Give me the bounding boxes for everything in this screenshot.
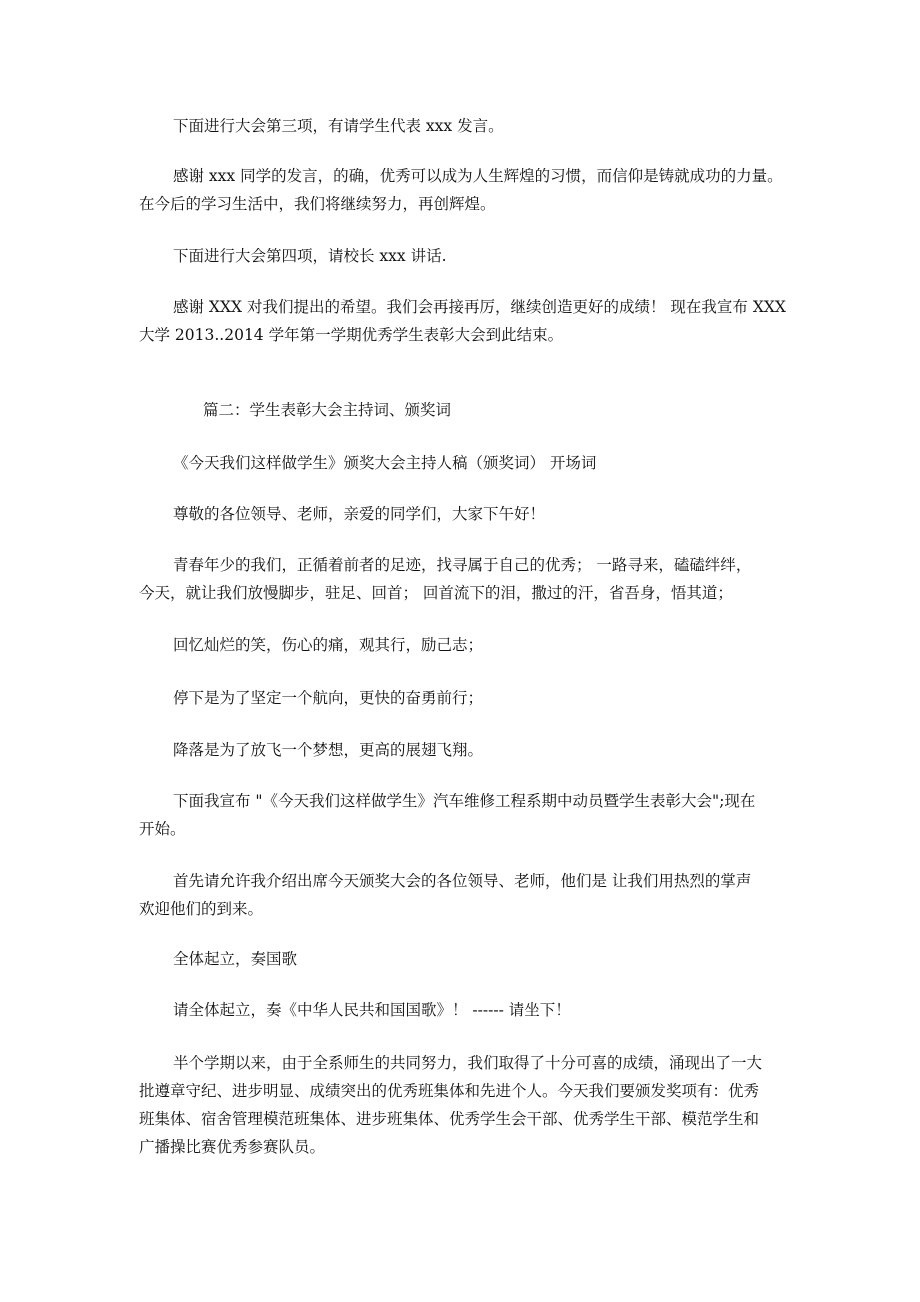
paragraph-line: 青春年少的我们，正循着前者的足迹，找寻属于自己的优秀； 一路寻来，磕磕绊绊， xyxy=(173,556,752,574)
paragraph-anthem xyxy=(139,996,819,1024)
paragraph-closing xyxy=(139,293,819,349)
paragraph-title xyxy=(139,449,819,477)
paragraph-line: 批遵章守纪、进步明显、成绩突出的优秀班集体和先进个人。今天我们要颁发奖项有：优秀 xyxy=(139,1082,760,1100)
paragraph-line: 今天，就让我们放慢脚步，驻足、回首； 回首流下的泪，撒过的汗，省吾身，悟其道； xyxy=(139,584,733,602)
paragraph-line: 停下是为了坚定一个航向，更快的奋勇前行； xyxy=(173,689,484,707)
paragraph-line: 全体起立，奏国歌 xyxy=(173,950,298,968)
paragraph-line: 首先请允许我介绍出席今天颁奖大会的各位领导、老师，他们是 让我们用热烈的掌声 xyxy=(173,872,752,890)
paragraph-line: 尊敬的各位领导、老师，亲爱的同学们，大家下午好！ xyxy=(173,505,546,523)
paragraph-line: 请全体起立，奏《中华人民共和国国歌》！ ------ 请坐下！ xyxy=(173,1001,571,1019)
paragraph-line: 下面进行大会第四项，请校长 xxx 讲话. xyxy=(173,247,447,265)
paragraph-greeting xyxy=(139,500,819,528)
paragraph-awards xyxy=(139,1049,819,1161)
paragraph-announce xyxy=(139,787,819,843)
heading-line: 篇二：学生表彰大会主持词、颁奖词 xyxy=(203,401,452,419)
paragraph-line: 大学 2013..2014 学年第一学期优秀学生表彰大会到此结束。 xyxy=(139,326,564,344)
paragraph-line: 半个学期以来，由于全系师生的共同努力，我们取得了十分可喜的成绩，涌现出了一大 xyxy=(173,1054,763,1072)
paragraph-item-4-principal xyxy=(139,242,819,270)
paragraph-line: 开始。 xyxy=(139,820,186,838)
paragraph-line: 广播操比赛优秀参赛队员。 xyxy=(139,1138,326,1156)
paragraph-stand xyxy=(139,945,819,973)
section-heading xyxy=(139,396,819,424)
paragraph-line: 班集体、宿舍管理模范班集体、进步班集体、优秀学生会干部、优秀学生干部、模范学生和 xyxy=(139,1110,760,1128)
paragraph-line: 《今天我们这样做学生》颁奖大会主持人稿（颁奖词） 开场词 xyxy=(173,454,597,472)
paragraph-line: 回忆灿烂的笑，伤心的痛，观其行，励己志； xyxy=(173,636,484,654)
paragraph-line: 下面我宣布 "《今天我们这样做学生》汽车维修工程系期中动员暨学生表彰大会";现在 xyxy=(173,792,756,810)
paragraph-stop xyxy=(139,684,819,712)
paragraph-item-3-speech xyxy=(139,112,819,140)
paragraph-line: 在今后的学习生活中，我们将继续努力，再创辉煌。 xyxy=(139,195,496,213)
paragraph-thanks-student xyxy=(139,162,819,218)
paragraph-youth xyxy=(139,551,819,607)
paragraph-line: 欢迎他们的到来。 xyxy=(139,900,264,918)
paragraph-recall xyxy=(139,631,819,659)
paragraph-line: 降落是为了放飞一个梦想，更高的展翅飞翔。 xyxy=(173,741,484,759)
paragraph-line: 感谢 xxx 同学的发言，的确，优秀可以成为人生辉煌的习惯，而信仰是铸就成功的力量。 xyxy=(173,167,783,185)
paragraph-line: 感谢 XXX 对我们提出的希望。我们会再接再厉，继续创造更好的成绩！ 现在我宣布 XXX xyxy=(173,298,786,316)
paragraph-introduce xyxy=(139,867,819,923)
paragraph-landing xyxy=(139,736,819,764)
paragraph-line: 下面进行大会第三项，有请学生代表 xxx 发言。 xyxy=(173,117,504,135)
